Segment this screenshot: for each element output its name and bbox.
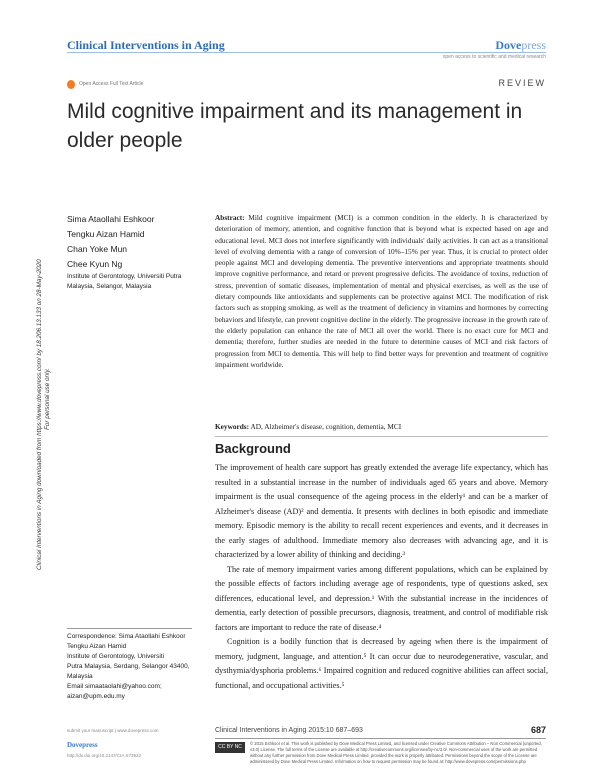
- correspondence-line: Malaysia: [67, 673, 93, 680]
- doi-link[interactable]: http://dx.doi.org/10.2147/CIA.S73922: [67, 753, 142, 758]
- journal-name: Clinical Interventions in Aging: [67, 38, 225, 52]
- keywords-divider: [215, 436, 548, 437]
- publisher-name: Dove: [495, 38, 522, 52]
- publisher-tagline: open access to scientific and medical research: [442, 54, 546, 60]
- page-number: 687: [530, 725, 546, 735]
- correspondence-line: Correspondence: Sima Ataollahi Eshkoor: [67, 633, 186, 640]
- abstract-text: Mild cognitive impairment (MCI) is a common condition in the elderly. It is characterized by deterioration of memory, attention, and cognitive function that is beyond what is expected based on age and educational level. MCI does not interfere significantly with individuals' daily activities. It can act as a transitional level of evolving dementia with a range of conversion of 10%–15% per year. Thus, it is crucial to protect older people against MCI and developing dementia. The preventive interventions and appropriate treatments should improve cognitive performance, and retard or prevent progressive deficits. The avoidance of toxins, reduction of stress, prevention of somatic diseases, implementation of mental and physical exercises, as well as the use of dietary compounds like antioxidants and supplements can be protective against MCI. The modification of risk factors such as stopping smoking, as well as the treatment of deficiency in vitamins and hormones by correcting behaviors and lifestyle, can prevent cognitive decline in the elderly. The progressive increase in the growth rate of the elderly population can enhance the rate of MCI all over the world. There is no exact cure for MCI and dementia; therefore, further studies are needed in the future to determine causes of MCI and risk factors of progression from MCI to dementia. This will help to find better ways for prevention and treatment of cognitive impairment worldwide.: [215, 213, 548, 369]
- journal-citation: Clinical Interventions in Aging 2015:10 687–693: [215, 727, 363, 734]
- section-heading: Background: [215, 441, 291, 456]
- footer-divider: [215, 738, 546, 739]
- author-list: [67, 212, 154, 272]
- keywords-text: AD, Alzheimer's disease, cognition, dementia, MCI: [250, 422, 402, 431]
- article-title: Mild cognitive impairment and its management in older people: [67, 100, 523, 152]
- open-access-label: Open Access Full Text Article: [79, 81, 144, 87]
- correspondence-line: Tengku Aizan Hamid: [67, 643, 127, 650]
- author-name: Tengku Aizan Hamid: [67, 229, 145, 239]
- download-stamp-line2: For personal use only.: [44, 368, 51, 430]
- open-access-icon: [67, 80, 75, 89]
- correspondence-line: Institute of Gerontology, Universiti: [67, 653, 165, 660]
- header-divider: [67, 52, 546, 53]
- download-stamp: [15, 150, 55, 570]
- paragraph: Cognition is a bodily function that is decreased by ageing when there is the impairment of memory, judgment, language, and attention.⁵ It can occur due to neurodegenerative, vascular, and dysthymia/dysphoria problems.⁶ Impaired cognition and reduced cognitive abilities can affect social, functional, and occupational activities.⁵: [215, 637, 548, 690]
- author-name: Chee Kyun Ng: [67, 259, 123, 269]
- footer-publisher: Dovepress: [67, 741, 98, 749]
- publisher-suffix: press: [521, 38, 546, 52]
- cc-license-icon[interactable]: CC BY NC: [215, 742, 245, 753]
- correspondence-divider: [67, 628, 192, 629]
- keywords: [215, 421, 548, 432]
- author-name: Sima Ataollahi Eshkoor: [67, 214, 155, 224]
- publisher-logo: [495, 38, 546, 53]
- correspondence-line: Email simaataolahi@yahoo.com;: [67, 683, 162, 690]
- correspondence-line: aizan@upm.edu.my: [67, 693, 125, 700]
- paragraph: The rate of memory impairment varies among different populations, which can be explained by the possible effects of factors including average age of respondents, type of questions asked, sex differences, educational level, and depression.¹ With the substantial increase in the incidences of dementia, early detection of possible precursors, diagnosis, treatment, and control of modifiable risk factors are important to reduce the rate of disease.⁴: [215, 564, 548, 632]
- abstract-label: Abstract:: [215, 213, 245, 222]
- license-text: © 2015 Eshkoor et al. This work is published by Dove Medical Press Limited, and licensed under Creative Commons Attribution – Non Commercial (unported, v3.0) License. The full terms of the License are available at http://creativecommons.org/licenses/by-nc/3.0/. Non-commercial uses of the work are permitted without any further permission from Dove Medical Press Limited, provided the work is properly attributed. Permissions beyond the scope of the License are administered by Dove Medical Press Limited. Information on how to request permission may be found at: http://www.dovepress.com/permissions.php: [250, 741, 542, 764]
- submit-link[interactable]: submit your manuscript | www.dovepress.com: [67, 728, 159, 733]
- affiliation: Institute of Gerontology, Universiti Putra Malaysia, Selangor, Malaysia: [67, 273, 182, 290]
- paragraph: The improvement of health care support has greatly extended the average life expectancy, which has resulted in a substantial increase in the number of individuals aged 65 years and above. Memory impairment is the usual consequence of the ageing process in the elderly¹ and can be a marker of Alzheimer's disease (AD)² and dementia. It presents with declines in both episodic and immediate memory. Episodic memory is the ability to recall recent experiences and events, and it decreases in the early stages of adulthood. Immediate memory also decreases with advancing age, and it is characterized by a lower ability of thinking and deciding.³: [215, 463, 548, 559]
- download-stamp-line1: Clinical Interventions in Aging downloaded from https://www.dovepress.com/ by 18.206.13.133 on 28-May-2020: [36, 259, 43, 570]
- correspondence: [67, 632, 197, 702]
- abstract: [215, 212, 548, 370]
- keywords-label: Keywords:: [215, 422, 250, 431]
- article-type: REVIEW: [498, 78, 546, 88]
- correspondence-line: Putra Malaysia, Serdang, Selangor 43400,: [67, 663, 190, 670]
- author-name: Chan Yoke Mun: [67, 244, 128, 254]
- body-text: [215, 461, 548, 693]
